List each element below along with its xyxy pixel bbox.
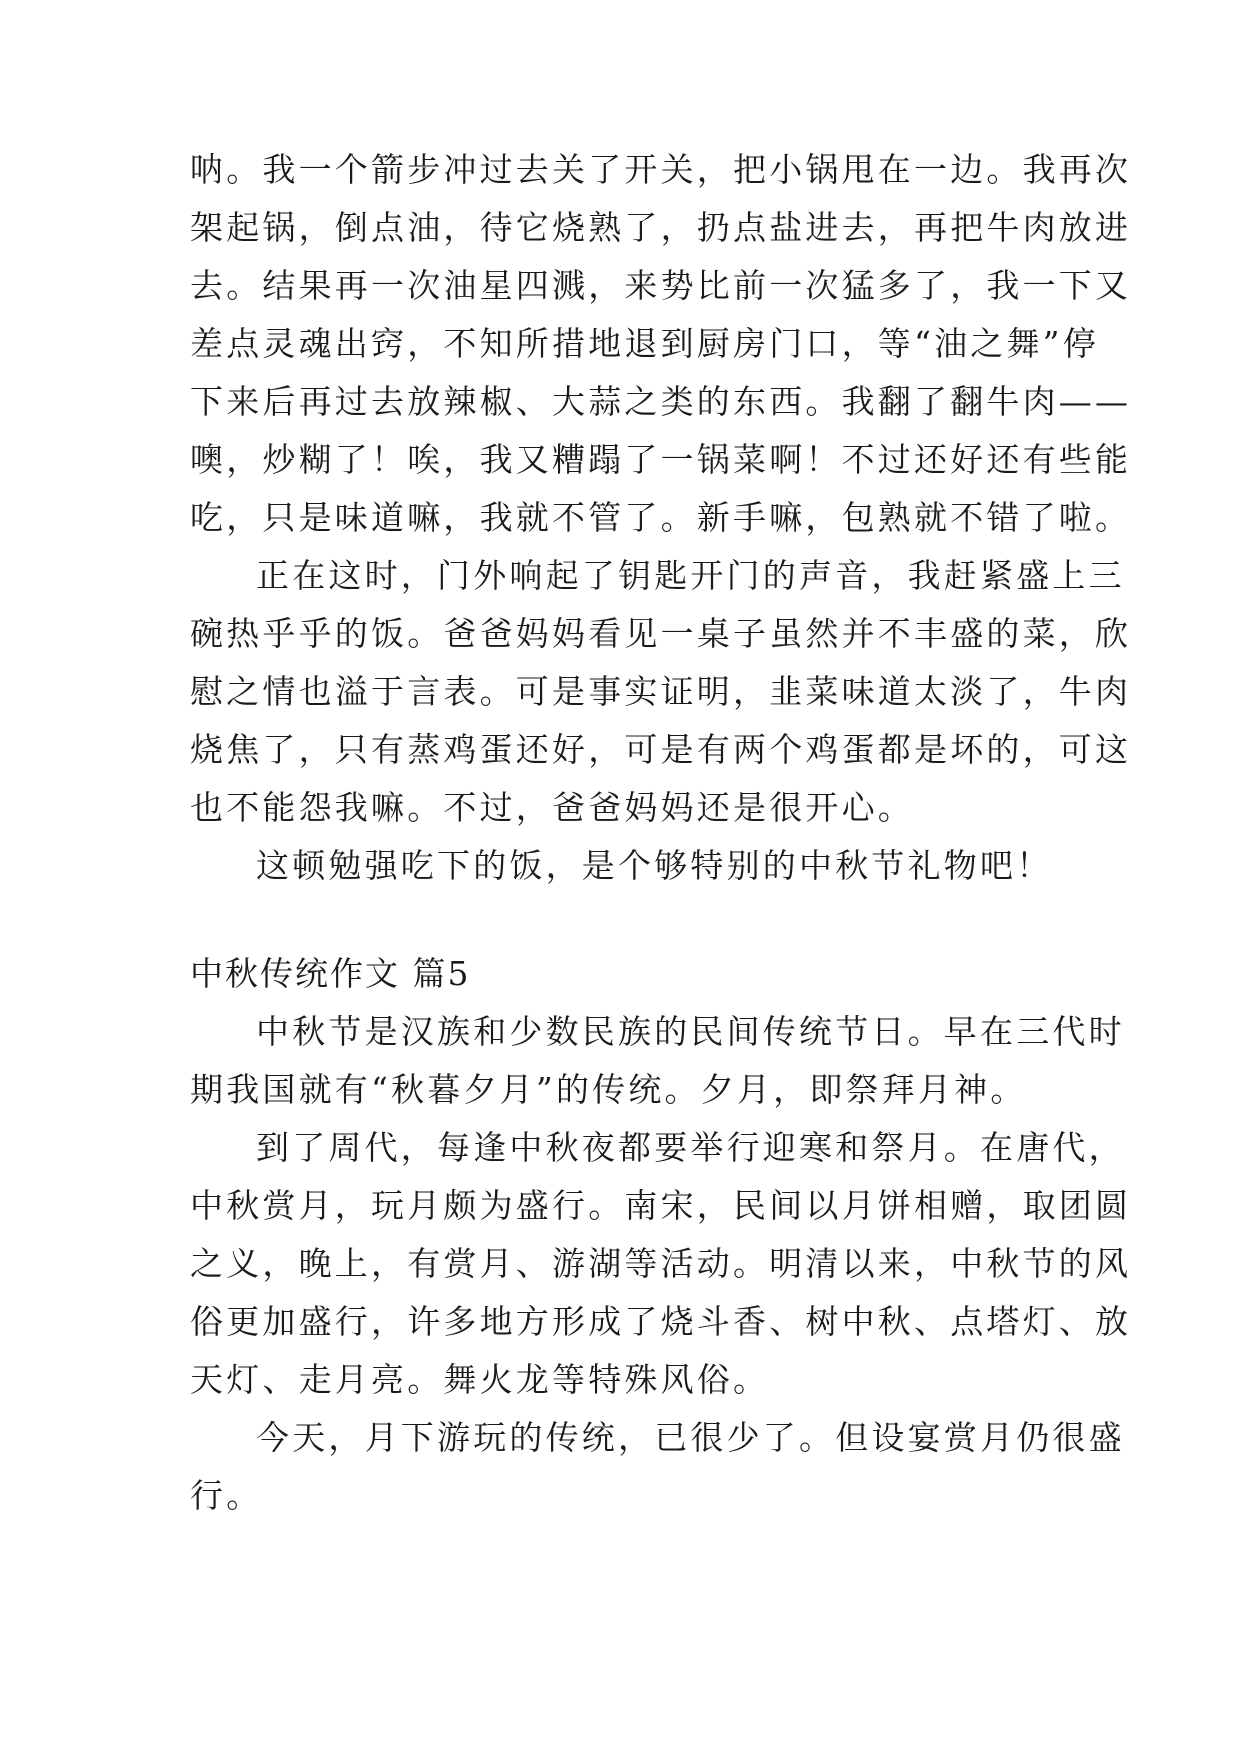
text-line: 俗更加盛行，许多地方形成了烧斗香、树中秋、点塔灯、放: [190, 1302, 1132, 1341]
text-line: 差点灵魂出窍，不知所措地退到厨房门口，等“油之舞”停: [190, 324, 1099, 363]
text-line: 期我国就有“秋暮夕月”的传统。夕月，即祭拜月神。: [190, 1070, 1027, 1109]
section-heading: 中秋传统作文 篇5: [190, 954, 471, 993]
paragraph-start-line: 这顿勉强吃下的饭，是个够特别的中秋节礼物吧！: [256, 846, 1053, 885]
text-line: 也不能怨我嘛。不过，爸爸妈妈还是很开心。: [190, 788, 914, 827]
text-line: 烧焦了，只有蒸鸡蛋还好，可是有两个鸡蛋都是坏的，可这: [190, 730, 1132, 769]
paragraph-start-line: 正在这时，门外响起了钥匙开门的声音，我赶紧盛上三: [256, 556, 1125, 595]
paragraph-start-line: 中秋节是汉族和少数民族的民间传统节日。早在三代时: [256, 1012, 1125, 1051]
text-line: 行。: [190, 1476, 263, 1515]
text-line: 碗热乎乎的饭。爸爸妈妈看见一桌子虽然并不丰盛的菜，欣: [190, 614, 1132, 653]
text-line: 吃，只是味道嘛，我就不管了。新手嘛，包熟就不错了啦。: [190, 498, 1132, 537]
text-line: 去。结果再一次油星四溅，来势比前一次猛多了，我一下又: [190, 266, 1132, 305]
paragraph-start-line: 今天，月下游玩的传统，已很少了。但设宴赏月仍很盛: [256, 1418, 1125, 1457]
text-line: 呐。我一个箭步冲过去关了开关，把小锅甩在一边。我再次: [190, 150, 1132, 189]
text-line: 下来后再过去放辣椒、大蒜之类的东西。我翻了翻牛肉——: [190, 382, 1132, 421]
text-line: 架起锅，倒点油，待它烧熟了，扔点盐进去，再把牛肉放进: [190, 208, 1132, 247]
paragraph-start-line: 到了周代，每逢中秋夜都要举行迎寒和祭月。在唐代，: [256, 1128, 1125, 1167]
text-line: 噢，炒糊了！唉，我又糟蹋了一锅菜啊！不过还好还有些能: [190, 440, 1132, 479]
text-line: 中秋赏月，玩月颇为盛行。南宋，民间以月饼相赠，取团圆: [190, 1186, 1132, 1225]
text-line: 天灯、走月亮。舞火龙等特殊风俗。: [190, 1360, 770, 1399]
text-line: 慰之情也溢于言表。可是事实证明，韭菜味道太淡了，牛肉: [190, 672, 1132, 711]
text-line: 之义，晚上，有赏月、游湖等活动。明清以来，中秋节的风: [190, 1244, 1132, 1283]
